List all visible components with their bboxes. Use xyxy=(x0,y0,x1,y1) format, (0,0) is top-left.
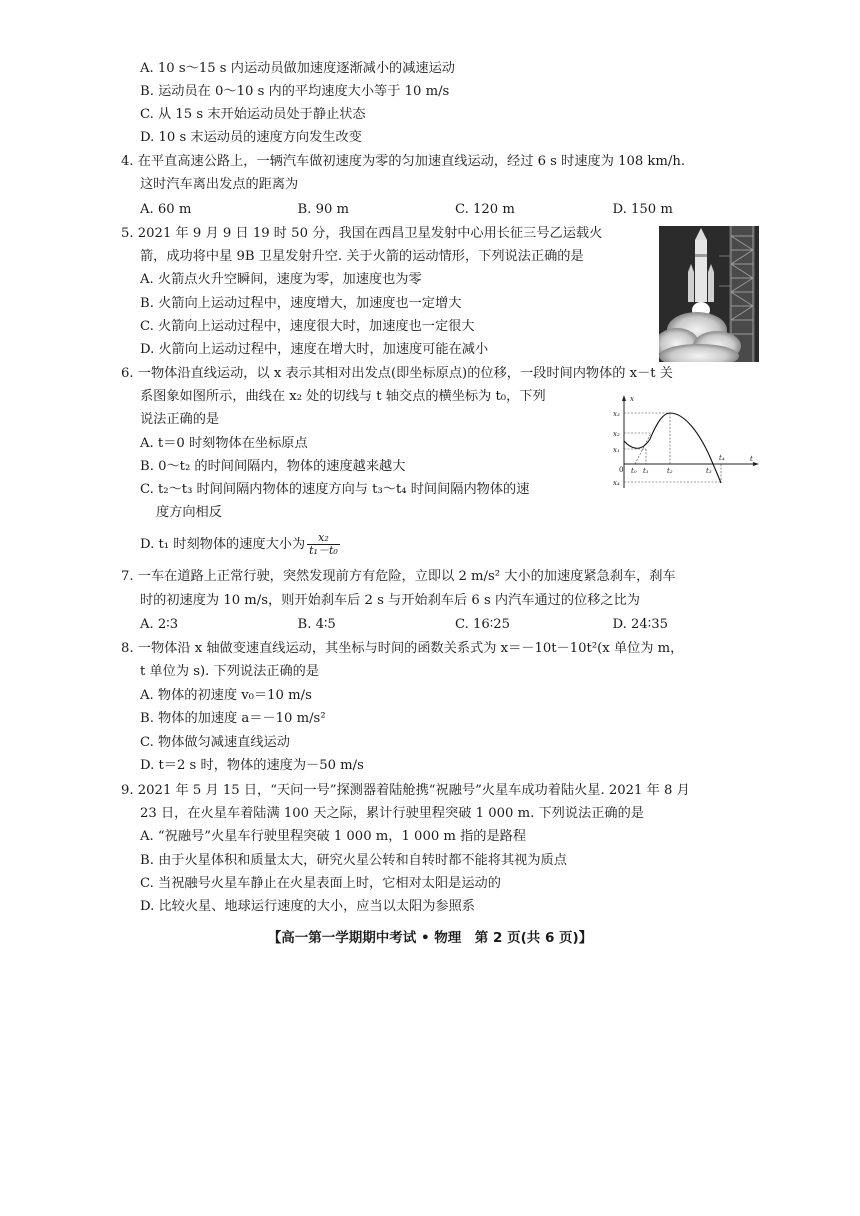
q9-stem-line2: 23 日，在火星车着陆满 100 天之际，累计行驶里程突破 1 000 m. 下列说法正确的是 xyxy=(140,806,644,821)
q7-option-d: D. 24∶35 xyxy=(612,617,668,632)
q4-option-c: C. 120 m xyxy=(455,202,515,217)
q8-option-b: B. 物体的加速度 a＝－10 m/s² xyxy=(140,711,326,726)
q4-option-a: A. 60 m xyxy=(140,202,192,217)
graph-t-tick-t2: t₂ xyxy=(667,467,673,475)
q6-option-c-line2: 度方向相反 xyxy=(156,505,222,520)
graph-y-tick-x1: x₁ xyxy=(613,446,620,454)
q8-option-a: A. 物体的初速度 v₀＝10 m/s xyxy=(140,688,312,703)
graph-y-tick-x4: x₄ xyxy=(613,479,620,487)
q9-stem-line1: 9. 2021 年 5 月 15 日，“天问一号”探测器着陆舱携“祝融号”火星车成功着陆火星. 2021 年 8 月 xyxy=(121,783,690,798)
graph-origin-label: 0 xyxy=(619,466,624,474)
q5-stem-line2: 箭，成功将中星 9B 卫星发射升空. 关于火箭的运动情形，下列说法正确的是 xyxy=(140,249,584,264)
q4-option-b: B. 90 m xyxy=(297,202,350,217)
q4-stem-line2: 这时汽车离出发点的距离为 xyxy=(140,177,299,192)
page-footer: 【高一第一学期期中考试 • 物理 第 2 页(共 6 页)】 xyxy=(267,930,593,946)
q3-option-c: C. 从 15 s 末开始运动员处于静止状态 xyxy=(140,107,366,122)
q6-option-b: B. 0～t₂ 的时间间隔内，物体的速度越来越大 xyxy=(140,459,406,474)
graph-y-tick-x2: x₂ xyxy=(613,430,620,438)
q7-stem-line2: 时的初速度为 10 m/s，则开始刹车后 2 s 与开始刹车后 6 s 内汽车通过的位移之比为 xyxy=(140,593,640,608)
q6-option-d xyxy=(140,532,340,557)
graph-t-tick-t4: t₄ xyxy=(719,454,725,462)
graph-axis-t-label: t xyxy=(750,455,753,463)
q9-option-c: C. 当祝融号火星车静止在火星表面上时，它相对太阳是运动的 xyxy=(140,876,501,891)
q3-option-b: B. 运动员在 0～10 s 内的平均速度大小等于 10 m/s xyxy=(140,84,450,99)
q9-option-a: A. “祝融号”火星车行驶里程突破 1 000 m，1 000 m 指的是路程 xyxy=(140,829,527,844)
graph-y-tick-x3: x₃ xyxy=(613,410,620,418)
q4-option-d: D. 150 m xyxy=(612,202,673,217)
q7-stem-line1: 7. 一车在道路上正常行驶，突然发现前方有危险，立即以 2 m/s² 大小的加速度紧急刹车，刹车 xyxy=(121,569,676,584)
q3-option-a: A. 10 s～15 s 内运动员做加速度逐渐减小的减速运动 xyxy=(140,61,455,76)
q9-option-d: D. 比较火星、地球运行速度的大小，应当以太阳为参照系 xyxy=(140,899,475,914)
q5-option-c: C. 火箭向上运动过程中，速度很大时，加速度也一定很大 xyxy=(140,319,475,334)
graph-t-tick-t0: t₀ xyxy=(631,467,637,475)
q8-option-c: C. 物体做匀减速直线运动 xyxy=(140,735,290,750)
graph-t-tick-t1: t₁ xyxy=(643,467,649,475)
x-t-graph xyxy=(612,392,762,492)
q6-option-d-fraction xyxy=(307,532,340,557)
q4-stem-line1: 4. 在平直高速公路上，一辆汽车做初速度为零的匀加速直线运动，经过 6 s 时速度为 108 km/h. xyxy=(121,154,686,169)
fraction-numerator: x₂ xyxy=(307,532,340,545)
rocket-launch-photo xyxy=(659,226,759,362)
q5-option-d: D. 火箭向上运动过程中，速度在增大时，加速度可能在减小 xyxy=(140,342,489,357)
q6-stem-line3: 说法正确的是 xyxy=(140,412,220,427)
q6-option-a: A. t＝0 时刻物体在坐标原点 xyxy=(140,436,308,451)
q8-stem-line2: t 单位为 s). 下列说法正确的是 xyxy=(140,664,320,679)
q7-option-a: A. 2∶3 xyxy=(140,617,179,632)
q9-option-b: B. 由于火星体积和质量太大，研究火星公转和自转时都不能将其视为质点 xyxy=(140,853,567,868)
q7-options xyxy=(140,614,770,637)
q7-option-b: B. 4∶5 xyxy=(297,617,336,632)
q8-option-d: D. t＝2 s 时，物体的速度为－50 m/s xyxy=(140,758,364,773)
q4-options xyxy=(140,199,770,222)
q6-option-d-text: D. t₁ 时刻物体的速度大小为 xyxy=(140,537,306,552)
q5-option-b: B. 火箭向上运动过程中，速度增大，加速度也一定增大 xyxy=(140,296,462,311)
q3-option-d: D. 10 s 末运动员的速度方向发生改变 xyxy=(140,130,362,145)
q8-stem-line1: 8. 一物体沿 x 轴做变速直线运动，其坐标与时间的函数关系式为 x＝－10t－10t²(x 单位为 m， xyxy=(121,641,684,656)
q7-option-c: C. 16∶25 xyxy=(455,617,510,632)
q5-option-a: A. 火箭点火升空瞬间，速度为零，加速度也为零 xyxy=(140,272,422,287)
graph-axis-x-label: x xyxy=(630,395,634,403)
q6-stem-line1: 6. 一物体沿直线运动，以 x 表示其相对出发点(即坐标原点)的位移，一段时间内物体的 x－t 关 xyxy=(121,366,673,381)
q5-stem-line1: 5. 2021 年 9 月 9 日 19 时 50 分，我国在西昌卫星发射中心用长征三号乙运载火 xyxy=(121,226,603,241)
graph-t-tick-t3: t₃ xyxy=(706,467,712,475)
fraction-denominator: t₁－t₀ xyxy=(309,544,338,557)
q6-stem-line2: 系图象如图所示，曲线在 x₂ 处的切线与 t 轴交点的横坐标为 t₀，下列 xyxy=(140,389,546,404)
q6-option-c-line1: C. t₂～t₃ 时间间隔内物体的速度方向与 t₃～t₄ 时间间隔内物体的速 xyxy=(140,482,530,497)
